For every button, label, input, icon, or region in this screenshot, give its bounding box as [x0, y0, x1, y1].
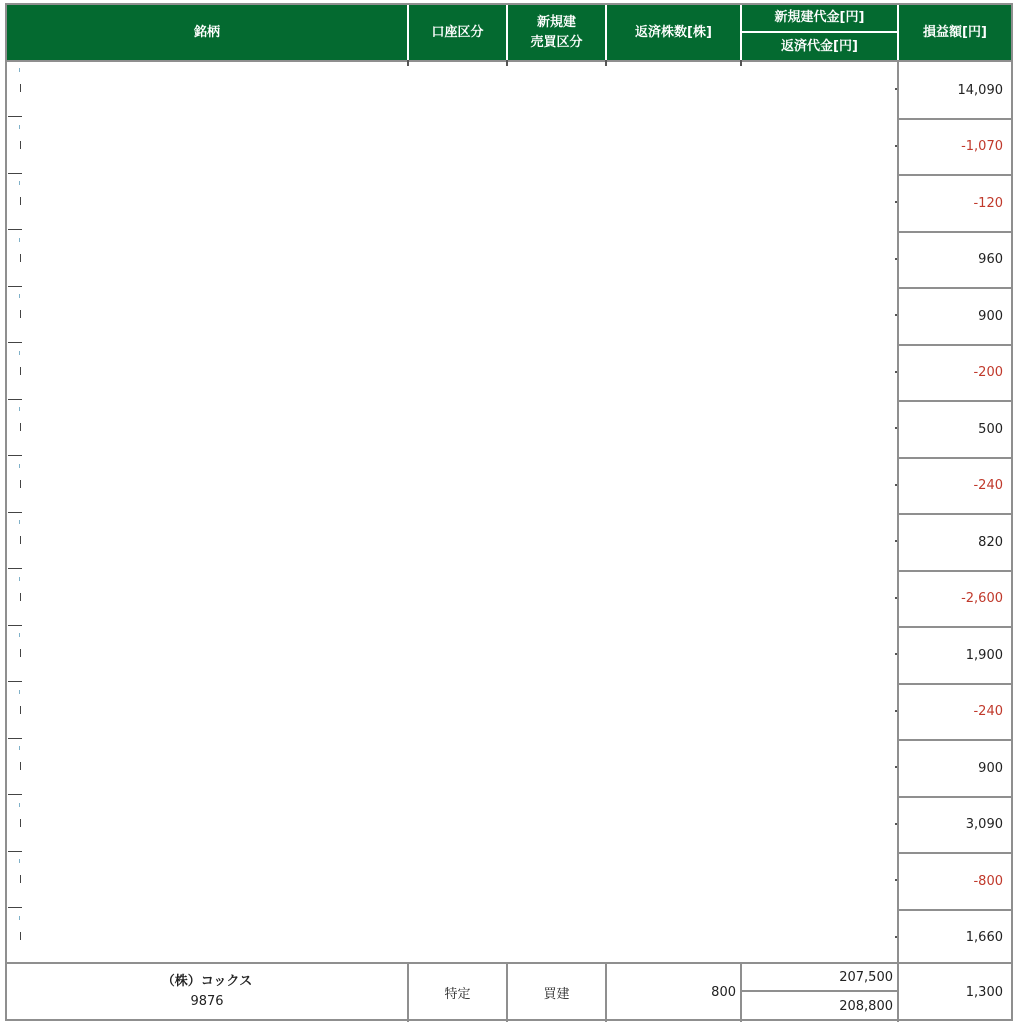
last-pl-label: 1,300 — [965, 984, 1003, 1000]
pl-cell — [898, 119, 1011, 176]
pl-value: 14,090 — [957, 82, 1003, 98]
pl-value: -2,600 — [961, 591, 1003, 607]
header-close-amount — [742, 33, 897, 60]
close-amount-label: 208,800 — [839, 998, 893, 1014]
open-amount-label: 207,500 — [839, 969, 893, 985]
return-qty-label: 800 — [711, 984, 736, 1000]
pl-value: 960 — [978, 252, 1003, 268]
header-account — [409, 5, 506, 60]
pl-cell — [898, 514, 1011, 571]
header-close-amount-label: 返済代金[円] — [781, 38, 858, 54]
pl-value: -1,070 — [961, 139, 1003, 155]
row-marker-line — [8, 568, 22, 569]
row-marker — [8, 910, 22, 966]
row-marker-line — [8, 851, 22, 852]
row-marker-bar — [20, 819, 21, 827]
row-marker — [8, 401, 22, 457]
row-marker-bar — [20, 254, 21, 262]
header-account-label: 口座区分 — [431, 24, 484, 40]
stock-name-cell — [7, 964, 407, 1020]
row-marker-dot — [19, 859, 20, 863]
row-marker — [8, 288, 22, 344]
pl-cell — [898, 684, 1011, 741]
row-dot — [895, 88, 897, 90]
pl-value: 500 — [978, 421, 1003, 437]
row-marker — [8, 458, 22, 514]
close-amount — [742, 992, 897, 1020]
row-dot — [895, 653, 897, 655]
row-dot — [895, 597, 897, 599]
pl-cell — [898, 458, 1011, 515]
pl-value: -240 — [973, 704, 1003, 720]
last-pl — [899, 964, 1011, 1020]
row-marker-line — [8, 229, 22, 230]
row-marker — [8, 627, 22, 683]
row-marker-line — [8, 794, 22, 795]
pl-cell — [898, 175, 1011, 232]
row-marker-dot — [19, 464, 20, 468]
trade-type — [508, 964, 605, 1020]
pl-cell — [898, 345, 1011, 402]
row-marker-dot — [19, 407, 20, 411]
row-marker-line — [8, 512, 22, 513]
row-marker — [8, 119, 22, 175]
pl-cell — [898, 288, 1011, 345]
row-marker-line — [8, 342, 22, 343]
row-marker-line — [8, 738, 22, 739]
row-dot — [895, 710, 897, 712]
row-dot — [895, 201, 897, 203]
row-marker — [8, 345, 22, 401]
row-marker-dot — [19, 68, 20, 72]
header-divider — [7, 60, 1011, 62]
row-dot — [895, 936, 897, 938]
row-marker-line — [8, 173, 22, 174]
row-marker — [8, 740, 22, 796]
pl-cell — [898, 740, 1011, 797]
row-marker-bar — [20, 197, 21, 205]
row-dot — [895, 879, 897, 881]
row-marker-bar — [20, 875, 21, 883]
row-dot — [895, 258, 897, 260]
trade-type-label: 買建 — [543, 986, 570, 1002]
row-marker-line — [8, 681, 22, 682]
header-trade-type — [508, 5, 605, 60]
tick — [605, 60, 607, 66]
row-marker-dot — [19, 690, 20, 694]
pl-value: 1,900 — [965, 647, 1003, 663]
row-marker — [8, 797, 22, 853]
pl-cell — [898, 910, 1011, 967]
header-qty-label: 返済株数[株] — [635, 24, 712, 40]
row-marker — [8, 62, 22, 118]
row-dot — [895, 314, 897, 316]
pl-value: 900 — [978, 760, 1003, 776]
row-marker-bar — [20, 423, 21, 431]
header-trade-line1: 新規建 — [536, 14, 576, 30]
pl-value: -120 — [973, 195, 1003, 211]
row-marker — [8, 571, 22, 627]
row-marker-line — [8, 116, 22, 117]
row-dot — [895, 823, 897, 825]
row-marker-line — [8, 286, 22, 287]
row-marker-bar — [20, 310, 21, 318]
pl-cell — [898, 853, 1011, 910]
pl-cell — [898, 571, 1011, 628]
account-type-label: 特定 — [444, 986, 471, 1002]
row-dot — [895, 484, 897, 486]
header-qty — [607, 5, 740, 60]
header-stock — [7, 5, 407, 60]
row-marker-dot — [19, 746, 20, 750]
row-marker-bar — [20, 84, 21, 92]
header-open-amount-label: 新規建代金[円] — [774, 10, 865, 25]
row-marker-dot — [19, 238, 20, 242]
tick — [506, 60, 508, 66]
row-marker-bar — [20, 536, 21, 544]
pl-value: 820 — [978, 534, 1003, 550]
header-open-amount — [742, 5, 897, 31]
row-marker — [8, 232, 22, 288]
tick — [407, 60, 409, 66]
tick — [740, 60, 742, 66]
pl-cell — [898, 401, 1011, 458]
row-marker — [8, 514, 22, 570]
pl-table — [5, 3, 1013, 1021]
row-marker — [8, 175, 22, 231]
pl-value: -200 — [973, 365, 1003, 381]
pl-cell — [898, 232, 1011, 289]
stock-name[interactable]: （株）コックス — [161, 974, 253, 989]
pl-value: -800 — [973, 873, 1003, 889]
row-marker-bar — [20, 706, 21, 714]
row-dot — [895, 145, 897, 147]
row-marker-bar — [20, 141, 21, 149]
row-marker — [8, 853, 22, 909]
row-marker-dot — [19, 181, 20, 185]
pl-cell — [898, 62, 1011, 119]
header-trade-line2: 売買区分 — [530, 34, 583, 50]
account-type — [409, 964, 506, 1020]
open-amount — [742, 964, 897, 990]
row-marker-bar — [20, 932, 21, 940]
row-marker-line — [8, 399, 22, 400]
row-marker-bar — [20, 367, 21, 375]
stock-code: 9876 — [190, 994, 224, 1009]
return-qty — [607, 964, 740, 1020]
header-stock-label: 銘柄 — [193, 24, 220, 40]
pl-value: 900 — [978, 308, 1003, 324]
row-marker-dot — [19, 916, 20, 920]
row-marker-dot — [19, 294, 20, 298]
row-dot — [895, 540, 897, 542]
row-marker-dot — [19, 803, 20, 807]
row-marker-dot — [19, 351, 20, 355]
row-marker — [8, 684, 22, 740]
row-marker-line — [8, 455, 22, 456]
row-dot — [895, 371, 897, 373]
row-marker-line — [8, 907, 22, 908]
row-marker-dot — [19, 125, 20, 129]
row-dot — [895, 427, 897, 429]
row-marker-bar — [20, 593, 21, 601]
row-marker-bar — [20, 649, 21, 657]
row-dot — [895, 766, 897, 768]
header-pl — [899, 5, 1011, 60]
pl-value: 1,660 — [965, 930, 1003, 946]
row-marker-bar — [20, 480, 21, 488]
pl-value: 3,090 — [965, 817, 1003, 833]
header-pl-label: 損益額[円] — [923, 24, 987, 40]
pl-cell — [898, 627, 1011, 684]
row-marker-dot — [19, 633, 20, 637]
pl-cell — [898, 797, 1011, 854]
pl-value: -240 — [973, 478, 1003, 494]
row-marker-line — [8, 625, 22, 626]
row-marker-dot — [19, 520, 20, 524]
row-marker-dot — [19, 577, 20, 581]
row-marker-bar — [20, 762, 21, 770]
